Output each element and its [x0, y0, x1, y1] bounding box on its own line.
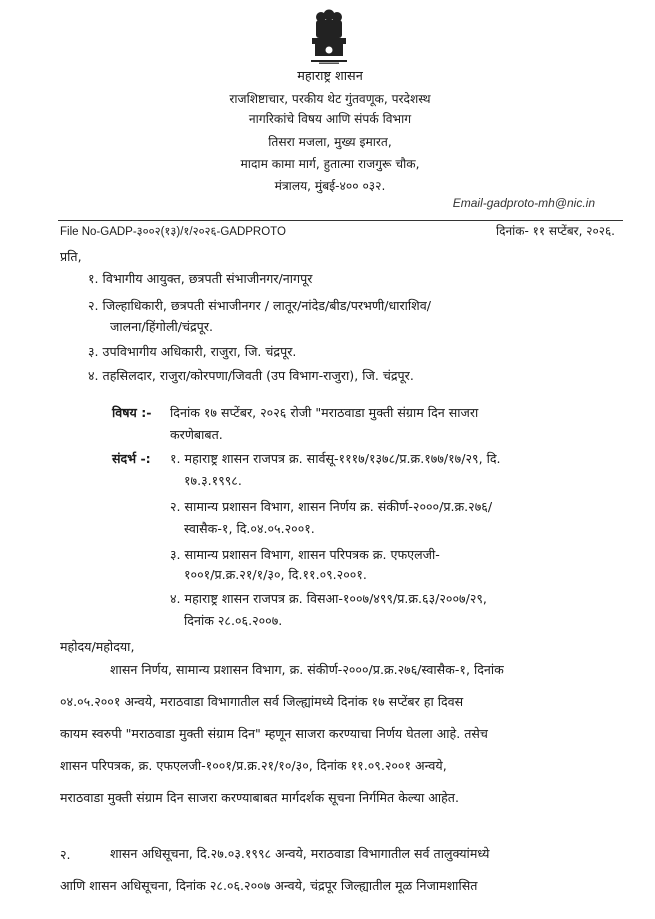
- reference-line: स्वासैक-१, दि.०४.०५.२००१.: [184, 521, 315, 536]
- letter-date: दिनांक- ११ सप्टेंबर, २०२६.: [496, 224, 615, 238]
- paragraph-2-number: २.: [60, 847, 71, 862]
- address-line-3: मंत्रालय, मुंबई-४०० ०३२.: [274, 179, 386, 193]
- paragraph-line: शासन निर्णय, सामान्य प्रशासन विभाग, क्र. संकीर्ण-२०००/प्र.क्र.२७६/स्वासैक-१, दिनांक: [110, 662, 504, 677]
- address-line-1: तिसरा मजला, मुख्य इमारत,: [268, 135, 392, 149]
- recipient-item: १. विभागीय आयुक्त, छत्रपती संभाजीनगर/नागपूर: [88, 271, 313, 286]
- reference-line: २. सामान्य प्रशासन विभाग, शासन निर्णय क्र. संकीर्ण-२०००/प्र.क्र.२७६/: [170, 499, 493, 514]
- recipient-item: ४. तहसिलदार, राजुरा/कोरपणा/जिवती (उप विभाग-राजुरा), जि. चंद्रपूर.: [88, 368, 414, 383]
- address-line-2: मादाम कामा मार्ग, हुतात्मा राजगुरू चौक,: [240, 157, 420, 171]
- reference-line: १००१/प्र.क्र.२१/१/३०, दि.११.०९.२००१.: [184, 567, 367, 582]
- reference-line: ३. सामान्य प्रशासन विभाग, शासन परिपत्रक क्र. एफएलजी-: [170, 547, 440, 562]
- file-number: File No-GADP-३००२(१३)/१/२०२६-GADPROTO: [60, 226, 286, 238]
- paragraph-line: शासन परिपत्रक, क्र. एफएलजी-१००१/प्र.क्र.२१/१०/३०, दिनांक ११.०९.२००१ अन्वये,: [60, 758, 447, 773]
- dept-line-2: नागरिकांचे विषय आणि संपर्क विभाग: [248, 112, 412, 126]
- paragraph-line: शासन अधिसूचना, दि.२७.०३.१९९८ अन्वये, मराठवाडा विभागातील सर्व तालुक्यांमध्ये: [110, 846, 490, 861]
- recipient-item: २. जिल्हाधिकारी, छत्रपती संभाजीनगर / लातूर/नांदेड/बीड/परभणी/धाराशिव/: [88, 298, 431, 313]
- prati-label: प्रति,: [60, 249, 82, 264]
- paragraph-2: [60, 838, 600, 902]
- reference-line: दिनांक २८.०६.२००७.: [184, 613, 283, 628]
- reference-label: संदर्भ -:: [112, 451, 151, 466]
- paragraph-line: आणि शासन अधिसूचना, दिनांक २८.०६.२००७ अन्वये, चंद्रपूर जिल्ह्यातील मूळ निजामशासित: [60, 878, 478, 893]
- reference-line: १. महाराष्ट्र शासन राजपत्र क्र. सार्वसू-१११७/१३७८/प्र.क्र.१७७/१७/२९, दि.: [170, 451, 501, 466]
- subject-line: करणेबाबत.: [170, 427, 223, 442]
- reference-line: ४. महाराष्ट्र शासन राजपत्र क्र. विसआ-१००७/४९९/प्र.क्र.६३/२००७/२९,: [170, 591, 487, 606]
- org-name: महाराष्ट्र शासन: [297, 69, 363, 84]
- recipient-item-cont: जालना/हिंगोली/चंद्रपूर.: [110, 319, 213, 334]
- header-divider: [58, 220, 623, 221]
- state-emblem-icon: [307, 8, 351, 66]
- subject-label: विषय :-: [112, 405, 152, 420]
- email-address: Email-gadproto-mh@nic.in: [452, 196, 595, 210]
- paragraph-line: कायम स्वरुपी "मराठवाडा मुक्ती संग्राम दिन" म्हणून साजरा करण्याचा निर्णय घेतला आहे. तसेच: [60, 726, 488, 741]
- salutation: महोदय/महोदया,: [60, 639, 135, 654]
- subject-line: दिनांक १७ सप्टेंबर, २०२६ रोजी "मराठवाडा मुक्ती संग्राम दिन साजरा: [170, 405, 479, 420]
- reference-line: १७.३.१९९८.: [184, 473, 242, 488]
- paragraph-1: [60, 654, 600, 814]
- recipient-item: ३. उपविभागीय अधिकारी, राजुरा, जि. चंद्रपूर.: [88, 344, 297, 359]
- paragraph-line: मराठवाडा मुक्ती संग्राम दिन साजरा करण्याबाबत मार्गदर्शक सूचना निर्गमित केल्या आहेत.: [60, 790, 459, 805]
- dept-line-1: राजशिष्टाचार, परकीय थेट गुंतवणूक, परदेशस्थ: [229, 92, 431, 106]
- paragraph-line: ०४.०५.२००१ अन्वये, मराठवाडा विभागातील सर्व जिल्ह्यांमध्ये दिनांक १७ सप्टेंबर हा दिवस: [60, 694, 464, 709]
